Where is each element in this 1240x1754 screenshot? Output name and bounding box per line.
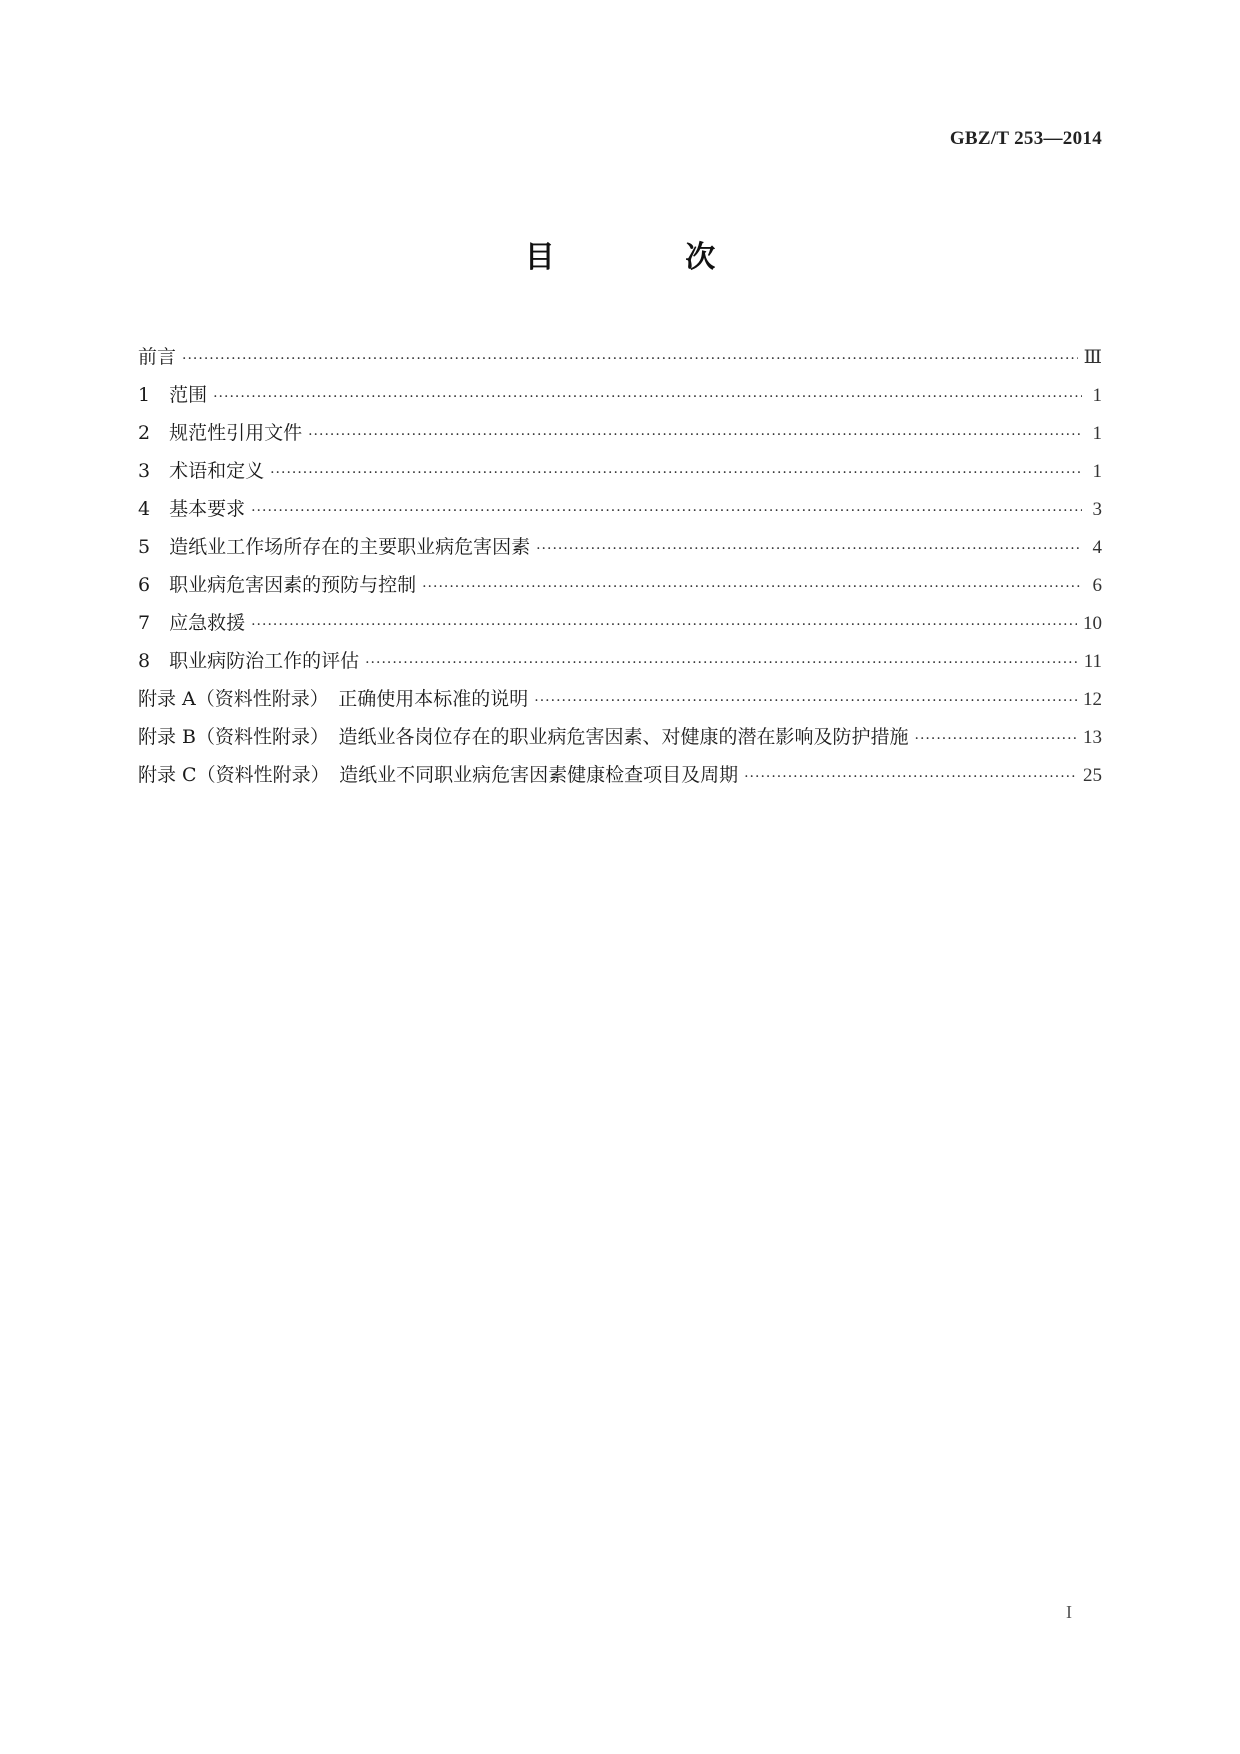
toc-leader-dots	[534, 682, 1077, 720]
toc-entry-page: Ⅲ	[1083, 347, 1102, 368]
toc-entry-label: 1 范围	[138, 384, 208, 406]
toc-entry-page: 6	[1092, 575, 1102, 596]
toc-leader-dots	[182, 340, 1078, 378]
toc-entry-label: 2 规范性引用文件	[138, 422, 303, 444]
toc-entry-label: 前言	[138, 346, 177, 368]
toc-entry-label: 附录 B（资料性附录） 造纸业各岗位存在的职业病危害因素、对健康的潜在影响及防护措施	[138, 726, 909, 748]
toc-entry-annex-a[interactable]	[138, 680, 1102, 718]
toc-entry-page: 10	[1083, 613, 1102, 634]
toc-leader-dots	[536, 530, 1082, 568]
toc-entry-label: 4 基本要求	[138, 498, 246, 520]
toc-leader-dots	[422, 568, 1082, 606]
standard-code: GBZ/T 253—2014	[949, 128, 1102, 149]
toc-entry-terms-definitions[interactable]	[138, 452, 1102, 490]
toc-entry-page: 3	[1092, 499, 1102, 520]
toc-entry-basic-requirements[interactable]	[138, 490, 1102, 528]
toc-entry-page: 1	[1092, 385, 1102, 406]
toc-entry-label: 附录 C（资料性附录） 造纸业不同职业病危害因素健康检查项目及周期	[138, 764, 739, 786]
toc-entry-foreword[interactable]	[138, 338, 1102, 376]
toc-leader-dots	[251, 492, 1082, 530]
toc-entry-page: 1	[1092, 423, 1102, 444]
toc-entry-label: 3 术语和定义	[138, 460, 265, 482]
toc-entry-label: 7 应急救援	[138, 612, 246, 634]
toc-entry-normative-references[interactable]	[138, 414, 1102, 452]
table-of-contents	[138, 338, 1102, 794]
toc-entry-label: 6 职业病危害因素的预防与控制	[138, 574, 417, 596]
page-number: I	[1066, 1602, 1072, 1622]
toc-entry-page: 13	[1083, 727, 1102, 748]
toc-entry-page: 25	[1083, 765, 1102, 786]
toc-entry-page: 12	[1083, 689, 1102, 710]
toc-leader-dots	[213, 378, 1082, 416]
toc-leader-dots	[365, 644, 1078, 682]
toc-entry-label: 5 造纸业工作场所存在的主要职业病危害因素	[138, 536, 531, 558]
toc-entry-prevention-control[interactable]	[138, 566, 1102, 604]
toc-entry-label: 附录 A（资料性附录） 正确使用本标准的说明	[138, 688, 529, 710]
toc-entry-annex-c[interactable]	[138, 756, 1102, 794]
toc-leader-dots	[744, 758, 1077, 796]
toc-entry-page: 1	[1092, 461, 1102, 482]
toc-entry-annex-b[interactable]	[138, 718, 1102, 756]
toc-entry-label: 8 职业病防治工作的评估	[138, 650, 360, 672]
toc-leader-dots	[251, 606, 1077, 644]
toc-entry-page: 4	[1092, 537, 1102, 558]
toc-entry-scope[interactable]	[138, 376, 1102, 414]
toc-entry-evaluation[interactable]	[138, 642, 1102, 680]
page-title: 目 次	[524, 240, 776, 275]
toc-entry-page: 11	[1083, 651, 1102, 672]
toc-entry-main-hazards[interactable]	[138, 528, 1102, 566]
toc-entry-emergency-rescue[interactable]	[138, 604, 1102, 642]
toc-leader-dots	[270, 454, 1082, 492]
toc-leader-dots	[308, 416, 1082, 454]
toc-leader-dots	[915, 720, 1077, 758]
